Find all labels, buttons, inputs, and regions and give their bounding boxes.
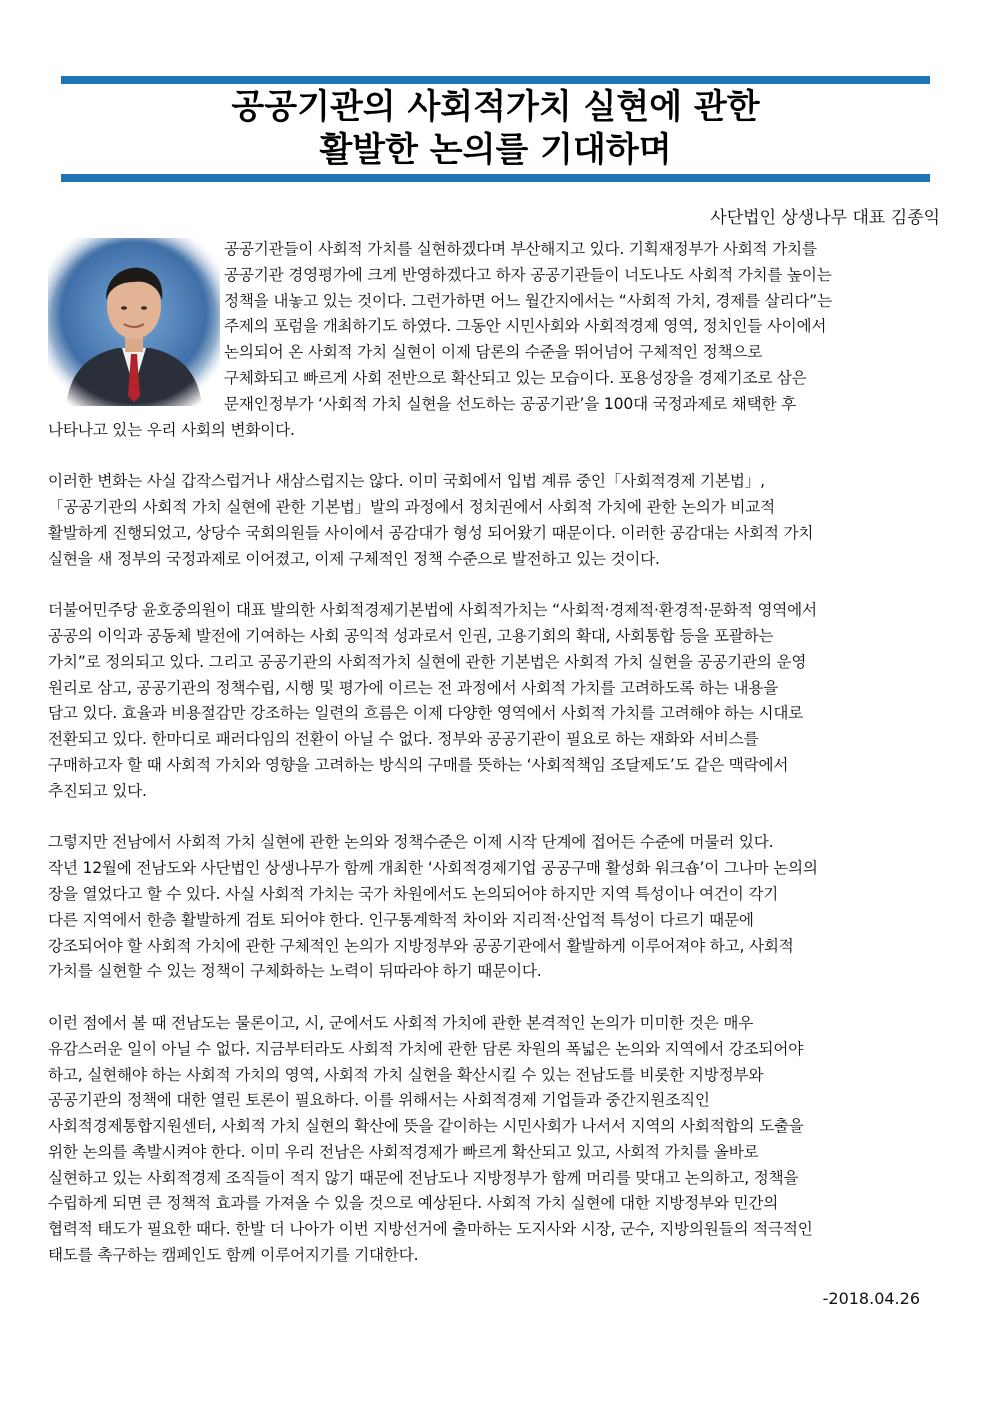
text-line: 수립하게 되면 큰 정책적 효과를 가져올 수 있을 것으로 예상된다. 사회적 가치 실현에 대한 지방정부와 민간의 xyxy=(48,1194,779,1213)
text-line: 강조되어야 할 사회적 가치에 관한 구체적인 논의가 지방정부와 공공기관에서 활발하게 이루어져야 하고, 사회적 xyxy=(48,936,794,955)
author-byline: 사단법인 상생나무 대표 김종익 xyxy=(710,208,940,228)
text-line: 공공기관의 정책에 대한 열린 토론이 필요하다. 이를 위해서는 사회적경제 기업들과 중간지원조직인 xyxy=(48,1091,710,1110)
text-line: 가치를 실현할 수 있는 정책이 구체화하는 노력이 뒤따라야 하기 때문이다. xyxy=(48,962,542,981)
text-line: 위한 논의를 촉발시켜야 한다. 이미 우리 전남은 사회적경제가 빠르게 확산되고 있고, 사회적 가치를 올바로 xyxy=(48,1142,759,1161)
text-line: 장을 열었다고 할 수 있다. 사실 사회적 가치는 국가 차원에서도 논의되어야 하지만 지역 특성이나 여건이 각기 xyxy=(48,884,779,903)
text-line: 다른 지역에서 한층 활발하게 검토 되어야 한다. 인구통계학적 차이와 지리적·산업적 특성이 다르기 때문에 xyxy=(48,910,754,929)
text-line: 전환되고 있다. 한마디로 패러다임의 전환이 아닐 수 없다. 정부와 공공기관이 필요로 하는 재화와 서비스를 xyxy=(48,730,759,749)
text-line: 하고, 실현해야 하는 사회적 가치의 영역, 사회적 가치 실현을 확산시킬 수 있는 전남도를 비롯한 지방정부와 xyxy=(48,1065,764,1084)
text-line: 유감스러운 일이 아닐 수 없다. 지금부터라도 사회적 가치에 관한 담론 차원의 폭넓은 논의와 지역에서 강조되어야 xyxy=(48,1039,804,1058)
text-line: 추진되고 있다. xyxy=(48,781,147,800)
text-line: 공공기관 경영평가에 크게 반영하겠다고 하자 공공기관들이 너도나도 사회적 가치를 높이는 xyxy=(224,265,832,284)
text-line: 담고 있다. 효율과 비용절감만 강조하는 일련의 흐름은 이제 다양한 영역에서 사회적 가치를 고려해야 하는 시대로 xyxy=(48,704,804,723)
text-line: 나타나고 있는 우리 사회의 변화이다. xyxy=(48,420,295,439)
text-line: 협력적 태도가 필요한 때다. 한발 더 나아가 이번 지방선거에 출마하는 도지사와 시장, 군수, 지방의원들의 적극적인 xyxy=(48,1220,813,1239)
title-bottom-rule xyxy=(61,174,930,182)
page-title xyxy=(61,86,930,172)
text-line: 이러한 변화는 사실 갑작스럽거나 새삼스럽지는 않다. 이미 국회에서 입법 계류 중인「사회적경제 기본법」, xyxy=(48,472,765,491)
text-line: 구매하고자 할 때 사회적 가치와 영향을 고려하는 방식의 구매를 뜻하는 ‘사회적책임 조달제도’도 같은 맥락에서 xyxy=(48,755,789,774)
text-line: 더불어민주당 윤호중의원이 대표 발의한 사회적경제기본법에 사회적가치는 “사회적·경제적·환경적·문화적 영역에서 xyxy=(48,601,817,620)
text-line: 태도를 촉구하는 캠페인도 함께 이루어지기를 기대한다. xyxy=(48,1246,419,1265)
text-line: 그렇지만 전남에서 사회적 가치 실현에 관한 논의와 정책수준은 이제 시작 단계에 접어든 수준에 머물러 있다. xyxy=(48,833,774,852)
text-line: 이런 점에서 볼 때 전남도는 물론이고, 시, 군에서도 사회적 가치에 관한 본격적인 논의가 미미한 것은 매우 xyxy=(48,1013,754,1032)
text-line: 사회적경제통합지원센터, 사회적 가치 실현의 확산에 뜻을 같이하는 시민사회가 나서서 지역의 사회적합의 도출을 xyxy=(48,1117,804,1136)
title-line-2: 활발한 논의를 기대하며 xyxy=(319,130,672,170)
text-line: 실현하고 있는 사회적경제 조직들이 적지 않기 때문에 전남도나 지방정부가 함께 머리를 맞대고 논의하고, 정책을 xyxy=(48,1168,799,1187)
title-line-1: 공공기관의 사회적가치 실현에 관한 xyxy=(231,87,760,127)
text-line: 「공공기관의 사회적 가치 실현에 관한 기본법」발의 과정에서 정치권에서 사회적 가치에 관한 논의가 비교적 xyxy=(48,497,776,516)
text-line: 공공의 이익과 공동체 발전에 기여하는 사회 공익적 성과로서 인권, 고용기회의 확대, 사회통합 등을 포괄하는 xyxy=(48,626,774,645)
title-top-rule xyxy=(61,76,930,84)
publish-date: -2018.04.26 xyxy=(822,1289,920,1308)
article-body xyxy=(48,237,944,1269)
text-line: 실현을 새 정부의 국정과제로 이어졌고, 이제 구체적인 정책 수준으로 발전하고 있는 것이다. xyxy=(48,549,660,568)
text-line: 주제의 포럼을 개최하기도 하였다. 그동안 시민사회와 사회적경제 영역, 정치인들 사이에서 xyxy=(224,317,827,336)
text-line: 공공기관들이 사회적 가치를 실현하겠다며 부산해지고 있다. 기획재정부가 사회적 가치를 xyxy=(224,240,817,258)
text-line: 구체화되고 빠르게 사회 전반으로 확산되고 있는 모습이다. 포용성장을 경제기조로 삼은 xyxy=(224,368,807,387)
text-line: 가치”로 정의되고 있다. 그리고 공공기관의 사회적가치 실현에 관한 기본법은 사회적 가치 실현을 공공기관의 운영 xyxy=(48,652,807,671)
text-line: 원리로 삼고, 공공기관의 정책수립, 시행 및 평가에 이르는 전 과정에서 사회적 가치를 고려하도록 하는 내용을 xyxy=(48,678,779,697)
text-line: 문재인정부가 ‘사회적 가치 실현을 선도하는 공공기관’을 100대 국정과제로 채택한 후 xyxy=(224,394,796,413)
text-line: 활발하게 진행되었고, 상당수 국회의원들 사이에서 공감대가 형성 되어왔기 때문이다. 이러한 공감대는 사회적 가치 xyxy=(48,523,814,542)
text-line: 정책을 내놓고 있는 것이다. 그런가하면 어느 월간지에서는 “사회적 가치, 경제를 살리다”는 xyxy=(224,291,832,310)
text-line: 논의되어 온 사회적 가치 실현이 이제 담론의 수준을 뛰어넘어 구체적인 정책으로 xyxy=(224,343,763,362)
text-line: 작년 12월에 전남도와 사단법인 상생나무가 함께 개최한 ‘사회적경제기업 공공구매 활성화 워크숍’이 그나마 논의의 xyxy=(48,859,818,878)
